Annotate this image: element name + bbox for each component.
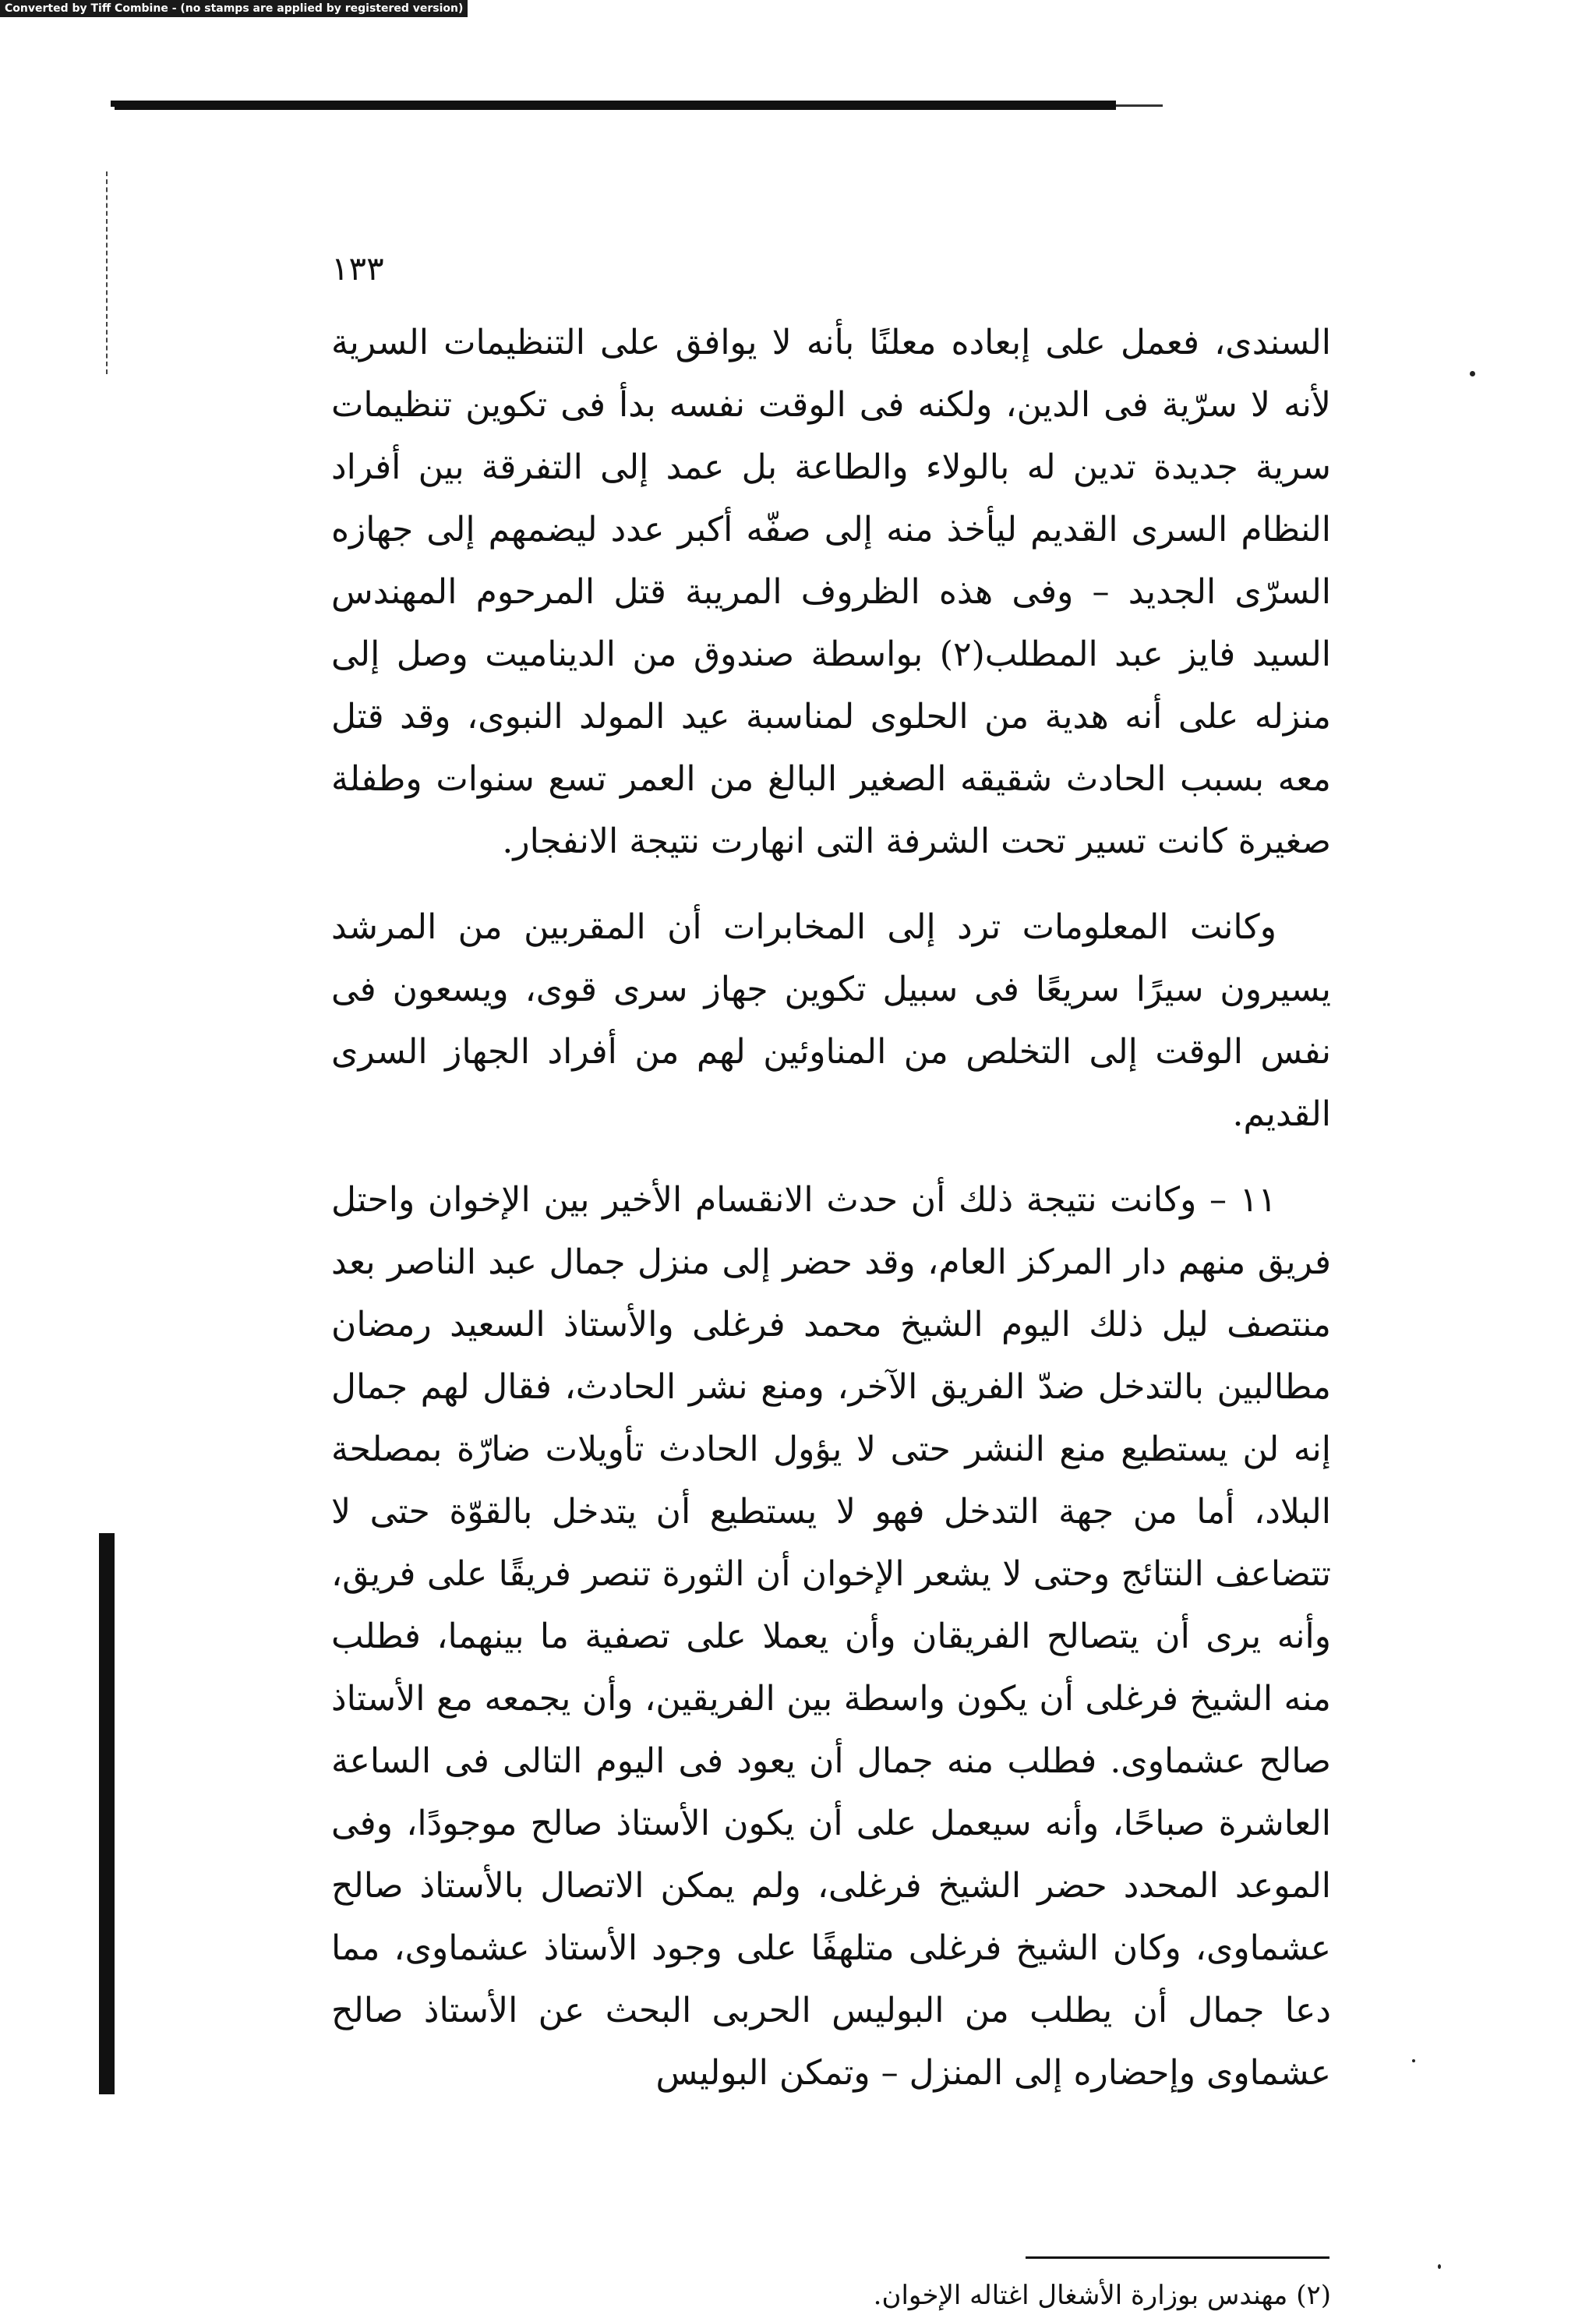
paragraph-1: السندى، فعمل على إبعاده معلنًا بأنه لا يوافق على التنظيمات السرية لأنه لا سرّية فى الدين، ولكنه فى الوقت نفسه بدأ فى تكوين تنظيمات سرية جديدة تدين له بالولاء والطاعة بل عمد إلى التفرقة بين أفراد النظام السرى القديم ليأخذ منه إلى صفّه أكبر عدد ليضمهم إلى جهازه السرّى الجديد – وفى هذه الظروف المريبة قتل المرحوم المهندس السيد فايز عبد المطلب(٢) بواسطة صندوق من الديناميت وصل إلى منزله على أنه هدية من الحلوى لمناسبة عيد المولد النبوى، وقد قتل معه بسبب الحادث شقيقه الصغير البالغ من العمر تسع سنوات وطفلة صغيرة كانت تسير تحت الشرفة التى انهارت نتيجة الانفجار. bbox=[331, 323, 1331, 861]
body-text bbox=[331, 312, 1331, 2128]
page-number: ١٣٣ bbox=[331, 249, 384, 288]
footnote: (٢) مهندس بوزارة الأشغال اغتاله الإخوان. bbox=[873, 2280, 1331, 2311]
top-border-bar bbox=[111, 101, 1116, 110]
scan-speck bbox=[1470, 371, 1475, 376]
footnote-rule bbox=[1026, 2256, 1329, 2259]
top-border-tail bbox=[1116, 104, 1163, 107]
converter-stamp: Converted by Tiff Combine - (no stamps are applied by registered version) bbox=[0, 0, 468, 17]
paragraph-3: ١١ – وكانت نتيجة ذلك أن حدث الانقسام الأخير بين الإخوان واحتل فريق منهم دار المركز العام، وقد حضر إلى منزل جمال عبد الناصر بعد منتصف ليل ذلك اليوم الشيخ محمد فرغلى والأستاذ السعيد رمضان مطالبين بالتدخل ضدّ الفريق الآخر، ومنع نشر الحادث، فقال لهم جمال إنه لن يستطيع منع النشر حتى لا يؤول الحادث تأويلات ضارّة بمصلحة البلاد، أما من جهة التدخل فهو لا يستطيع أن يتدخل بالقوّة حتى لا تتضاعف النتائج وحتى لا يشعر الإخوان أن الثورة تنصر فريقًا على فريق، وأنه يرى أن يتصالح الفريقان وأن يعملا على تصفية ما بينهما، فطلب منه الشيخ فرغلى أن يكون واسطة بين الفريقين، وأن يجمعه مع الأستاذ صالح عشماوى. فطلب منه جمال أن يعود فى اليوم التالى فى الساعة العاشرة صباحًا، وأنه سيعمل على أن يكون الأستاذ صالح موجودًا، وفى الموعد المحدد حضر الشيخ فرغلى، ولم يمكن الاتصال بالأستاذ صالح عشماوى، وكان الشيخ فرغلى متلهفًا على وجود الأستاذ عشماوى، مما دعا جمال أن يطلب من البوليس الحربى البحث عن الأستاذ صالح عشماوى وإحضاره إلى المنزل – وتمكن البوليس bbox=[331, 1180, 1331, 2093]
scan-speck bbox=[1412, 2059, 1415, 2062]
scan-speck bbox=[1438, 2264, 1441, 2269]
left-scan-marks bbox=[106, 171, 110, 374]
paragraph-2: وكانت المعلومات ترد إلى المخابرات أن المقربين من المرشد يسيرون سيرًا سريعًا فى سبيل تكوين جهاز سرى قوى، ويسعون فى نفس الوقت إلى التخلص من المناوئين لهم من أفراد الجهاز السرى القديم. bbox=[331, 907, 1331, 1134]
